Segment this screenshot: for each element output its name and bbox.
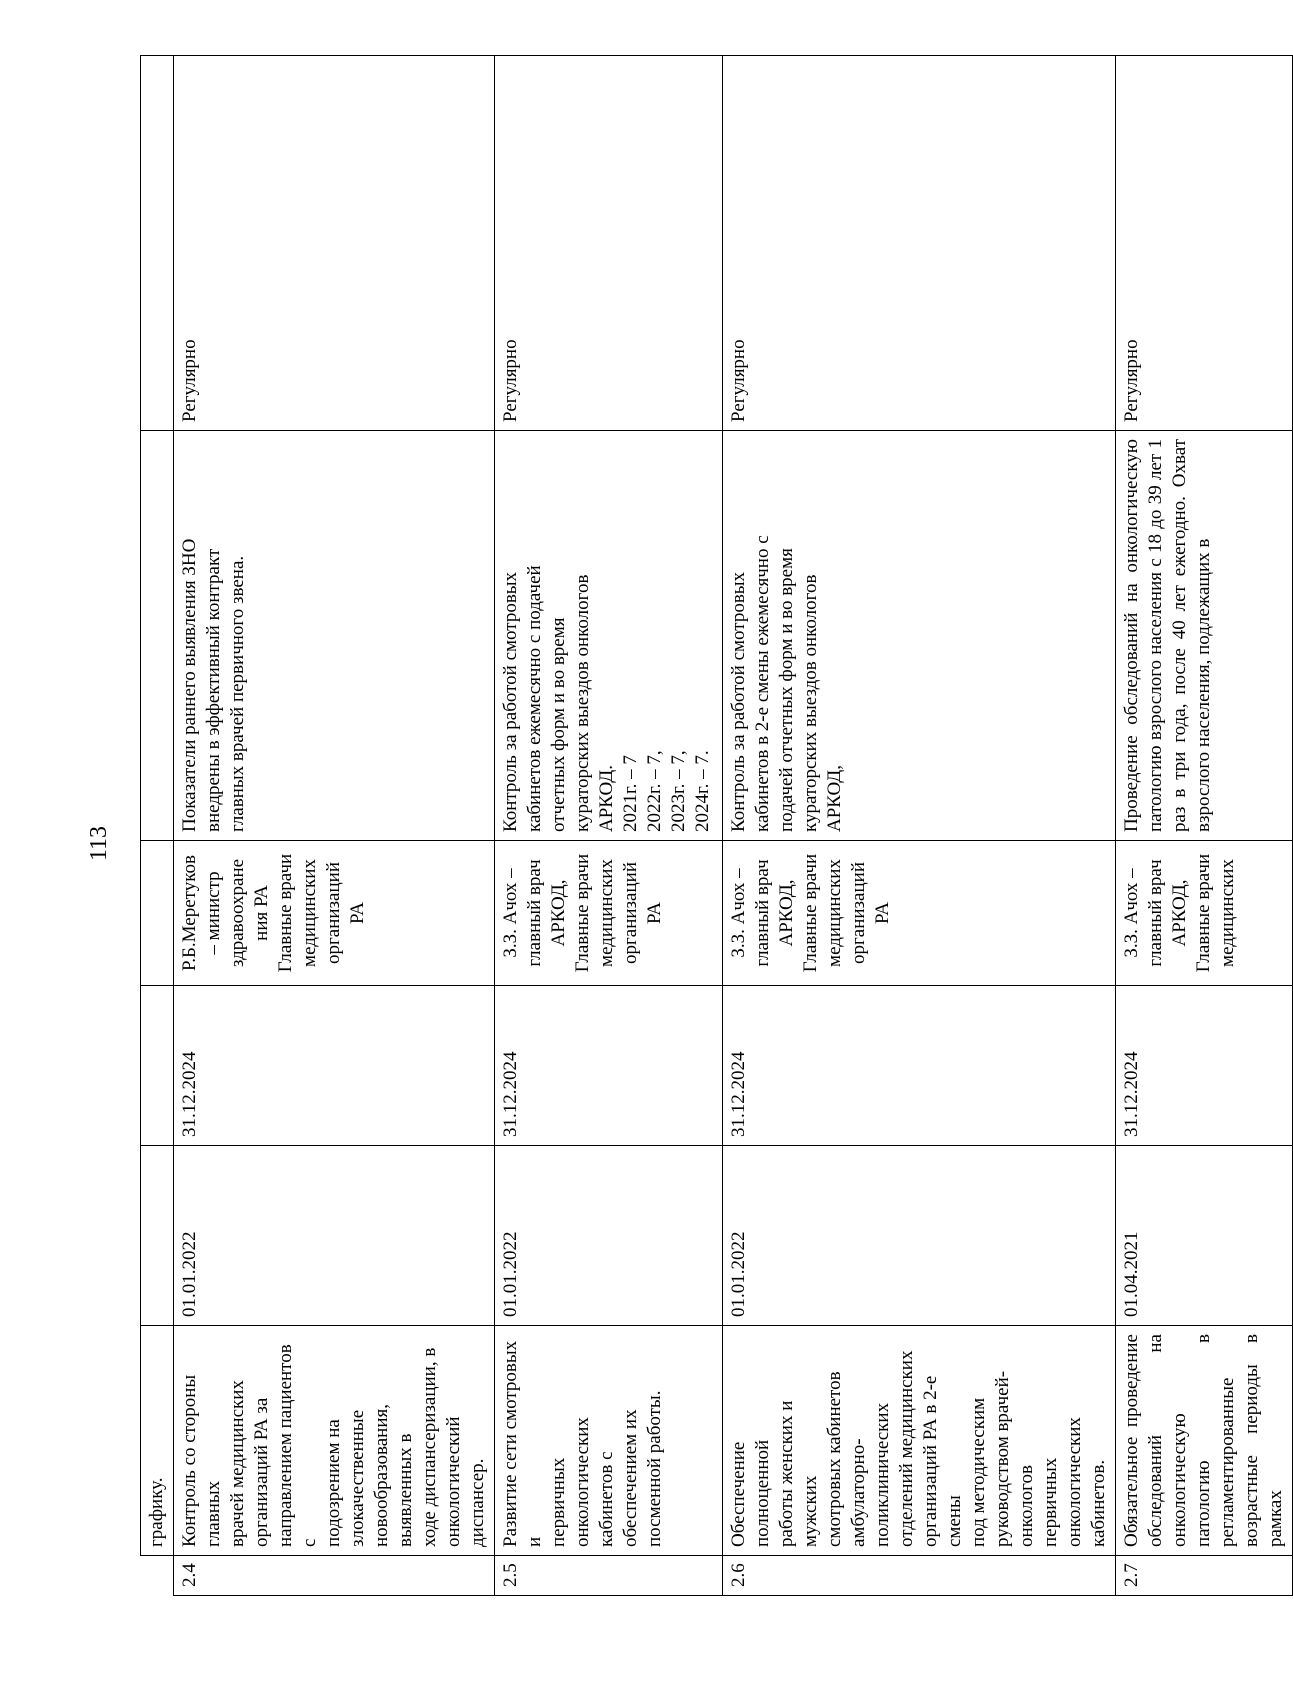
result-cell: Контроль за работой смотровых кабинетов в 2-е смены ежемесячно с подачей отчетных форм и во время кураторских выездов онкологов АРКОД, <box>723 431 1116 841</box>
start-date-cell: 01.04.2021 <box>1116 1146 1293 1326</box>
continued-empty-cell <box>141 1146 174 1326</box>
row-number: 2.6 <box>723 1556 1116 1596</box>
frequency-cell: Регулярно <box>174 56 495 431</box>
continued-empty-cell <box>141 56 174 431</box>
activity-cell: Обязательное проведение обследований на онкологическую патологию в регламентированные возрастные периоды в рамках <box>1116 1326 1293 1556</box>
responsible-cell: З.З. Ачох – главный врач АРКОД, Главные врачи медицинских организаций РА <box>495 841 723 986</box>
row-number: 2.4 <box>174 1556 495 1596</box>
end-date-cell: 31.12.2024 <box>1116 986 1293 1146</box>
table-row <box>1116 56 1293 1596</box>
result-cell: Проведение обследований на онкологическую патологию взрослого населения с 18 до 39 лет 1 раз в три года, после 40 лет ежегодно. Охват взрослого населения, подлежащих в <box>1116 431 1293 841</box>
continued-empty-cell <box>141 986 174 1146</box>
continued-empty-cell <box>141 841 174 986</box>
frequency-cell: Регулярно <box>1116 56 1293 431</box>
table-row <box>174 56 495 1596</box>
activity-cell: Развитие сети смотровых и первичных онкологических кабинетов с обеспечением их посменной работы. <box>495 1326 723 1556</box>
rotated-table-wrapper <box>140 56 1286 1596</box>
result-cell: Показатели раннего выявления ЗНО внедрены в эффективный контракт главных врачей первичного звена. <box>174 431 495 841</box>
page-number: 113 <box>86 825 113 862</box>
table-row <box>723 56 1116 1596</box>
frequency-cell: Регулярно <box>495 56 723 431</box>
continued-empty-cell <box>141 431 174 841</box>
table-row <box>495 56 723 1596</box>
end-date-cell: 31.12.2024 <box>174 986 495 1146</box>
start-date-cell: 01.01.2022 <box>174 1146 495 1326</box>
activity-cell: Контроль со стороны главных врачей медицинских организаций РА за направлением пациентов с подозрением на злокачественные новообразования, выявленных в ходе диспансеризации, в онкологический диспансер. <box>174 1326 495 1556</box>
start-date-cell: 01.01.2022 <box>723 1146 1116 1326</box>
plan-table <box>140 55 1293 1596</box>
continued-text-cell: графику. <box>141 1326 174 1556</box>
continued-num-cell <box>141 1556 174 1596</box>
continued-row <box>141 56 174 1596</box>
result-cell: Контроль за работой смотровых кабинетов ежемесячно с подачей отчетных форм и во время кураторских выездов онкологов АРКОД. 2021г. – 7 2022г. – 7, 2023г. – 7, 2024г. – 7. <box>495 431 723 841</box>
row-number: 2.5 <box>495 1556 723 1596</box>
responsible-cell: З.З. Ачох – главный врач АРКОД, Главные врачи медицинских организаций РА <box>723 841 1116 986</box>
start-date-cell: 01.01.2022 <box>495 1146 723 1326</box>
frequency-cell: Регулярно <box>723 56 1116 431</box>
activity-cell: Обеспечение полноценной работы женских и мужских смотровых кабинетов амбулаторно-поликлинических отделений медицинских организаций РА в 2-е смены под методическим руководством врачей-онкологов первичных онкологических кабинетов. <box>723 1326 1116 1556</box>
responsible-cell: З.З. Ачох – главный врач АРКОД, Главные врачи медицинских <box>1116 841 1293 986</box>
end-date-cell: 31.12.2024 <box>495 986 723 1146</box>
responsible-cell: Р.Б.Меретуков – министр здравоохране ния РА Главные врачи медицинских организаций РА <box>174 841 495 986</box>
row-number: 2.7 <box>1116 1556 1293 1596</box>
end-date-cell: 31.12.2024 <box>723 986 1116 1146</box>
